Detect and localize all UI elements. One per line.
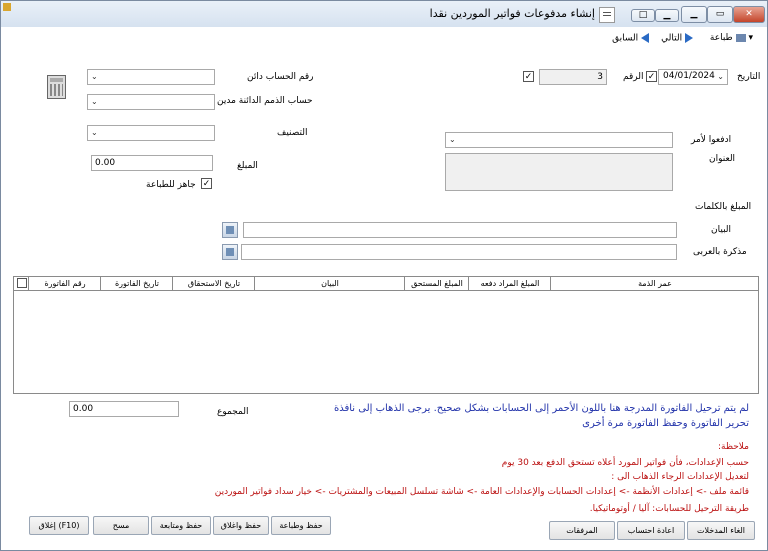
previous-button[interactable] (612, 33, 649, 44)
pay-to-label: ادفعوا لأمر (691, 135, 732, 145)
print-label: طباعة (709, 33, 733, 43)
save-continue-button[interactable]: حفظ ومتابعة (151, 516, 211, 535)
amount-field[interactable]: 0.00 (91, 155, 213, 171)
previous-label: السابق (612, 33, 639, 44)
memo-save-icon[interactable] (222, 244, 238, 260)
statement-label: البيان (711, 225, 732, 235)
pay-to-dropdown-icon: ⌄ (449, 135, 456, 144)
close-button[interactable]: ✕ (733, 6, 765, 23)
col-amount-to-pay[interactable]: المبلغ المراد دفعه (468, 277, 551, 290)
amount-words-label: المبلغ بالكلمات (695, 202, 752, 212)
total-field: 0.00 (69, 401, 179, 417)
next-arrow-icon (685, 33, 693, 43)
date-label: التاريخ (737, 72, 761, 82)
date-picker[interactable] (658, 69, 728, 85)
col-amount-due[interactable]: المبلغ المستحق (404, 277, 469, 290)
note-line-3: قائمة ملف -> إعدادات الأنظمة -> إعدادات الحسابات والإعدادات العامة -> شاشة تسلسل المبيعات والمشتريات -> خيار سداد فواتير الموردين (214, 487, 749, 497)
max-small-button[interactable]: □ (631, 9, 655, 22)
statement-field[interactable] (243, 222, 677, 238)
select-all-checkbox[interactable] (17, 278, 27, 288)
arabic-memo-field[interactable] (241, 244, 677, 260)
col-invoice-date[interactable]: تاريخ الفاتورة (100, 277, 173, 290)
calculator-icon[interactable] (47, 75, 66, 99)
statement-save-icon[interactable] (222, 222, 238, 238)
restore-button[interactable]: ▭ (707, 6, 733, 23)
total-label: المجموع (217, 407, 249, 417)
col-age[interactable]: عمر الذمة (550, 277, 759, 290)
toolbar (1, 27, 767, 51)
credit-account-combo[interactable] (87, 69, 215, 85)
classification-dropdown-icon: ⌄ (91, 128, 98, 137)
col-statement[interactable]: البيان (254, 277, 405, 290)
recalculate-button[interactable]: اعادة احتساب (617, 521, 685, 540)
previous-arrow-icon (641, 33, 649, 43)
cancel-entries-button[interactable]: الغاء المدخلات (687, 521, 755, 540)
close-f10-button[interactable]: إغلاق (F10) (29, 516, 89, 535)
print-dropdown-icon: ▾ (748, 33, 753, 43)
next-label: التالي (661, 33, 683, 44)
number-label: الرقم (623, 72, 644, 82)
number-field[interactable]: 3 (539, 69, 607, 85)
window-title: إنشاء مدفوعات فواتير الموردين نقدا (429, 7, 595, 20)
attachments-button[interactable]: المرفقات (549, 521, 615, 540)
window-icon (599, 7, 615, 23)
ready-to-print-label: جاهز للطباعة (146, 180, 196, 190)
note-title: ملاحظة: (718, 442, 749, 452)
credit-account-label: رقم الحساب دائن (247, 72, 314, 82)
minimize-button[interactable]: ▁ (681, 6, 707, 23)
classification-label: التصنيف (277, 128, 308, 138)
save-close-button[interactable]: حفظ واغلاق (213, 516, 269, 535)
ar-account-dropdown-icon: ⌄ (91, 97, 98, 106)
col-invoice-number[interactable]: رقم الفاتورة (28, 277, 101, 290)
next-button[interactable] (661, 33, 693, 44)
arabic-memo-label: مذكرة بالعربى (693, 247, 747, 257)
ar-account-combo[interactable] (87, 94, 215, 110)
address-field[interactable] (445, 153, 673, 191)
date-value: 04/01/2024 (663, 71, 715, 81)
address-label: العنوان (709, 154, 736, 164)
warning-line-1: لم يتم ترحيل الفاتورة المدرجة هنا باللون الأحمر إلى الحسابات بشكل صحيح. يرجى الذهاب إلى نافذة (333, 403, 749, 414)
title-bar (1, 1, 767, 27)
amount-label: المبلغ (237, 161, 258, 171)
classification-combo[interactable] (87, 125, 215, 141)
ar-account-label: حساب الذمم الدائنة مدين (217, 96, 313, 106)
pay-to-combo[interactable] (445, 132, 673, 148)
invoices-grid[interactable] (13, 276, 759, 394)
print-menu[interactable] (710, 33, 753, 43)
printer-icon (736, 34, 746, 42)
min-small-button[interactable]: ▁ (655, 9, 679, 22)
grid-header (14, 277, 758, 291)
save-print-button[interactable]: حفظ وطباعة (271, 516, 331, 535)
col-due-date[interactable]: تاريخ الاستحقاق (172, 277, 255, 290)
number-checkbox[interactable]: ✓ (524, 72, 533, 82)
note-line-4: طريقة الترحيل للحسابات: آليا / أوتوماتيكيا. (589, 504, 749, 514)
date-dropdown-icon: ⌄ (717, 72, 724, 81)
note-line-1: حسب الإعدادات، فأن فواتير المورد أعلاه تستحق الدفع بعد 30 يوم (501, 458, 749, 468)
credit-account-dropdown-icon: ⌄ (91, 72, 98, 81)
warning-line-2: تحرير الفاتورة وحفظ الفاتورة مرة أخرى (582, 418, 749, 429)
ready-to-print-checkbox[interactable]: ✓ (202, 179, 211, 189)
app-corner-icon (3, 3, 11, 11)
date-checkbox[interactable]: ✓ (647, 72, 656, 82)
clear-button[interactable]: مسح (93, 516, 149, 535)
note-line-2: لتعديل الإعدادات الرجاء الذهاب الى : (611, 472, 749, 482)
